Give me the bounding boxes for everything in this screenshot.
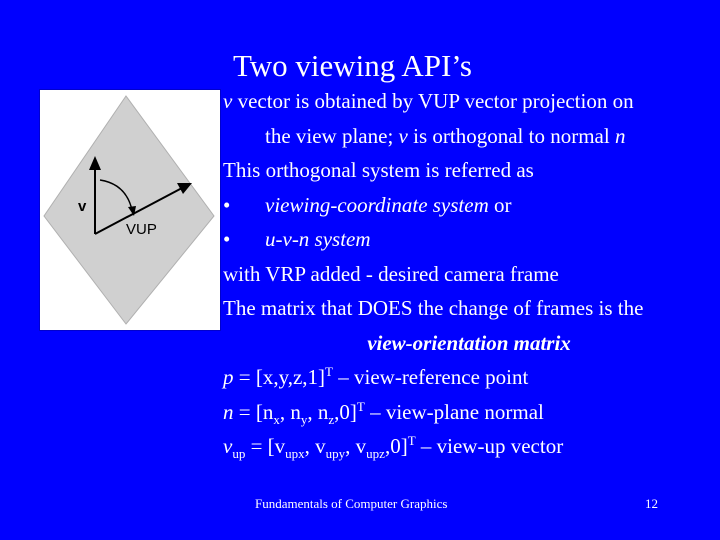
body-line-3: This orthogonal system is referred as bbox=[223, 158, 534, 182]
equation-vup bbox=[223, 429, 715, 464]
text: or bbox=[488, 192, 512, 217]
text: , v bbox=[345, 434, 367, 458]
superscript: T bbox=[407, 433, 416, 448]
slide-title: Two viewing API’s bbox=[233, 48, 472, 83]
page-number: 12 bbox=[645, 496, 658, 511]
text: , v bbox=[304, 434, 326, 458]
emphasis: u-v-n system bbox=[265, 227, 371, 251]
emphasis: viewing-coordinate system bbox=[265, 192, 489, 217]
body-line-7: The matrix that DOES the change of frames is the bbox=[223, 296, 644, 320]
subscript: upz bbox=[366, 446, 385, 461]
text: – view-plane normal bbox=[364, 399, 544, 424]
slide-body bbox=[223, 84, 715, 464]
var-n: n bbox=[614, 123, 626, 148]
text: the view plane; bbox=[265, 123, 399, 148]
text: = [x,y,z,1] bbox=[233, 365, 326, 389]
subscript: upy bbox=[325, 446, 346, 461]
body-line-1 bbox=[223, 84, 715, 119]
view-plane-figure bbox=[40, 90, 220, 330]
bullet-icon: • bbox=[223, 192, 231, 217]
subscript: upx bbox=[285, 446, 305, 461]
bullet-item-2 bbox=[223, 222, 715, 257]
text: vector is obtained by VUP vector projection on bbox=[232, 89, 634, 113]
subscript: x bbox=[273, 411, 280, 427]
subscript: z bbox=[328, 411, 335, 427]
superscript: T bbox=[325, 364, 333, 379]
body-line-6: with VRP added - desired camera frame bbox=[223, 261, 559, 286]
var-v: v bbox=[223, 434, 233, 458]
footer-text: Fundamentals of Computer Graphics bbox=[255, 496, 448, 511]
var-p: p bbox=[223, 365, 234, 389]
text: ,0] bbox=[384, 434, 408, 458]
bullet-icon: • bbox=[223, 227, 231, 251]
v-label: v bbox=[78, 198, 87, 215]
view-plane-shape bbox=[44, 96, 214, 324]
vup-label: VUP bbox=[126, 221, 157, 238]
text: = [n bbox=[233, 399, 274, 424]
text: ,0] bbox=[334, 399, 357, 424]
view-plane-diagram bbox=[40, 90, 220, 330]
var-v: v bbox=[398, 123, 408, 148]
equation-n bbox=[223, 395, 715, 430]
text: , n bbox=[307, 399, 329, 424]
text: = [v bbox=[245, 434, 286, 458]
subscript: up bbox=[232, 446, 246, 461]
bullet-item-1 bbox=[223, 188, 715, 223]
text: – view-up vector bbox=[415, 434, 564, 458]
text: , n bbox=[279, 399, 301, 424]
body-line-8: view-orientation matrix bbox=[367, 330, 571, 355]
var-v: v bbox=[223, 89, 233, 113]
body-line-2 bbox=[223, 119, 715, 154]
equation-p bbox=[223, 360, 715, 395]
text: is orthogonal to normal bbox=[407, 123, 615, 148]
superscript: T bbox=[356, 398, 365, 414]
subscript: y bbox=[300, 411, 308, 427]
var-n: n bbox=[223, 399, 234, 424]
text: – view-reference point bbox=[333, 365, 529, 389]
